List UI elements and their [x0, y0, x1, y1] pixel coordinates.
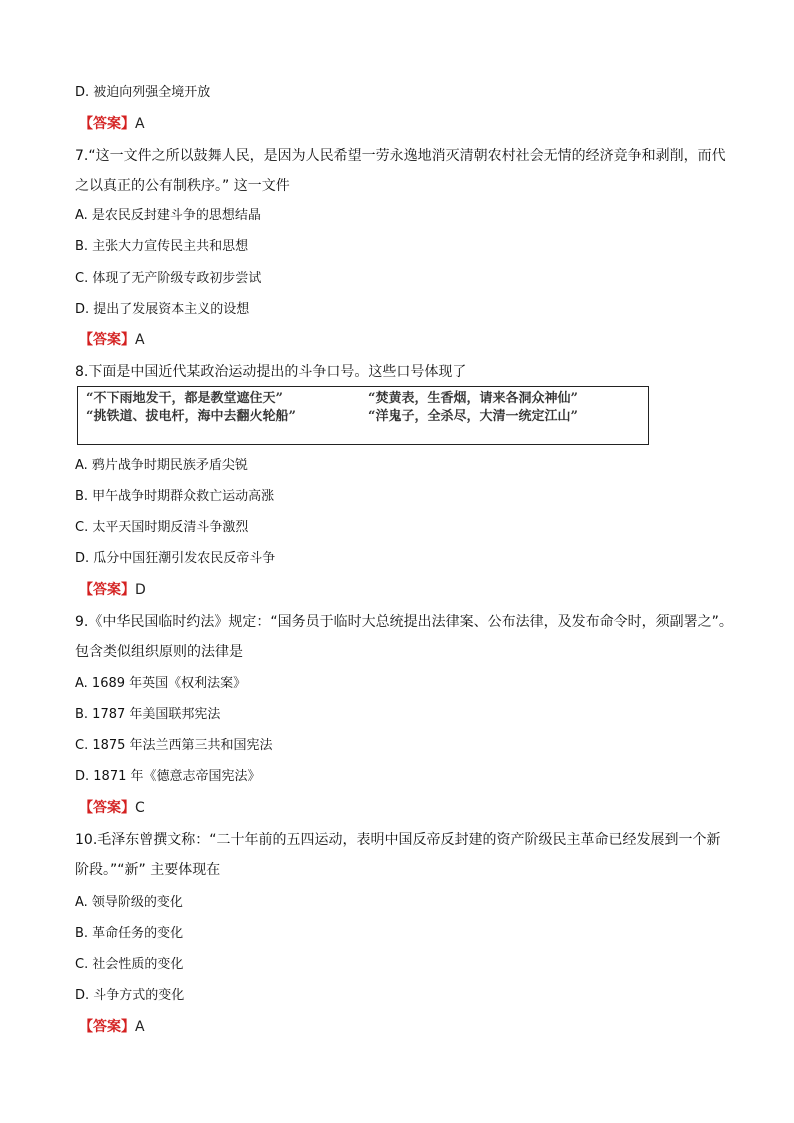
answer-value: D — [135, 582, 146, 598]
q7-stem-line1: 7.“这一文件之所以鼓舞人民，是因为人民希望一劳永逸地消灭清朝农村社会无情的经济竞争和剥削，而代 — [75, 148, 726, 164]
q10-option-b: B. 革命任务的变化 — [75, 926, 184, 941]
answer-tag: 【答案】 — [79, 116, 135, 132]
q8-option-d: D. 瓜分中国狂潮引发农民反帝斗争 — [75, 551, 276, 566]
q10-stem-line1: 10.毛泽东曾撰文称：“二十年前的五四运动，表明中国反帝反封建的资产阶级民主革命已经发展到一个新 — [75, 832, 721, 848]
q8-option-a: A. 鸦片战争时期民族矛盾尖锐 — [75, 458, 248, 473]
q7-option-a: A. 是农民反封建斗争的思想结晶 — [75, 208, 261, 223]
q10-option-c: C. 社会性质的变化 — [75, 957, 184, 972]
slogan-3: “挑铁道、拔电杆，海中去翻火轮船” — [86, 409, 296, 424]
q6-answer — [79, 114, 145, 134]
answer-tag: 【答案】 — [79, 800, 135, 816]
q10-option-d: D. 斗争方式的变化 — [75, 988, 185, 1003]
answer-value: A — [135, 116, 145, 132]
answer-tag: 【答案】 — [79, 582, 135, 598]
q10-option-a: A. 领导阶级的变化 — [75, 895, 183, 910]
answer-tag: 【答案】 — [79, 332, 135, 348]
slogan-2: “焚黄表，生香烟，请来各洞众神仙” — [368, 391, 578, 406]
q7-stem-line2: 之以真正的公有制秩序。” 这一文件 — [75, 178, 290, 194]
slogan-1: “不下雨地发干，都是教堂遮住天” — [86, 391, 283, 406]
q6-option-d: D. 被迫向列强全境开放 — [75, 85, 211, 100]
slogan-4: “洋鬼子，全杀尽，大清一统定江山” — [368, 409, 578, 424]
answer-tag: 【答案】 — [79, 1019, 135, 1035]
answer-value: A — [135, 332, 145, 348]
q8-option-b: B. 甲午战争时期群众救亡运动高涨 — [75, 489, 275, 504]
slogan-box — [77, 386, 649, 445]
q10-answer — [79, 1017, 145, 1037]
answer-value: C — [135, 800, 145, 816]
q9-option-d: D. 1871 年《德意志帝国宪法》 — [75, 769, 261, 784]
q8-option-c: C. 太平天国时期反清斗争激烈 — [75, 520, 249, 535]
q9-option-a: A. 1689 年英国《权利法案》 — [75, 676, 247, 691]
q9-option-c: C. 1875 年法兰西第三共和国宪法 — [75, 738, 273, 753]
q7-answer — [79, 330, 145, 350]
q7-option-b: B. 主张大力宣传民主共和思想 — [75, 239, 249, 254]
answer-value: A — [135, 1019, 145, 1035]
q10-stem-line2: 阶段。”“新” 主要体现在 — [75, 862, 221, 878]
q9-stem-line2: 包含类似组织原则的法律是 — [75, 644, 243, 660]
q9-answer — [79, 798, 145, 818]
q9-option-b: B. 1787 年美国联邦宪法 — [75, 707, 221, 722]
q7-option-c: C. 体现了无产阶级专政初步尝试 — [75, 271, 262, 286]
q9-stem-line1: 9.《中华民国临时约法》规定：“国务员于临时大总统提出法律案、公布法律，及发布命令时，须副署之”。 — [75, 614, 733, 630]
q8-stem: 8.下面是中国近代某政治运动提出的斗争口号。这些口号体现了 — [75, 364, 467, 380]
q8-answer — [79, 580, 146, 600]
q7-option-d: D. 提出了发展资本主义的设想 — [75, 302, 250, 317]
